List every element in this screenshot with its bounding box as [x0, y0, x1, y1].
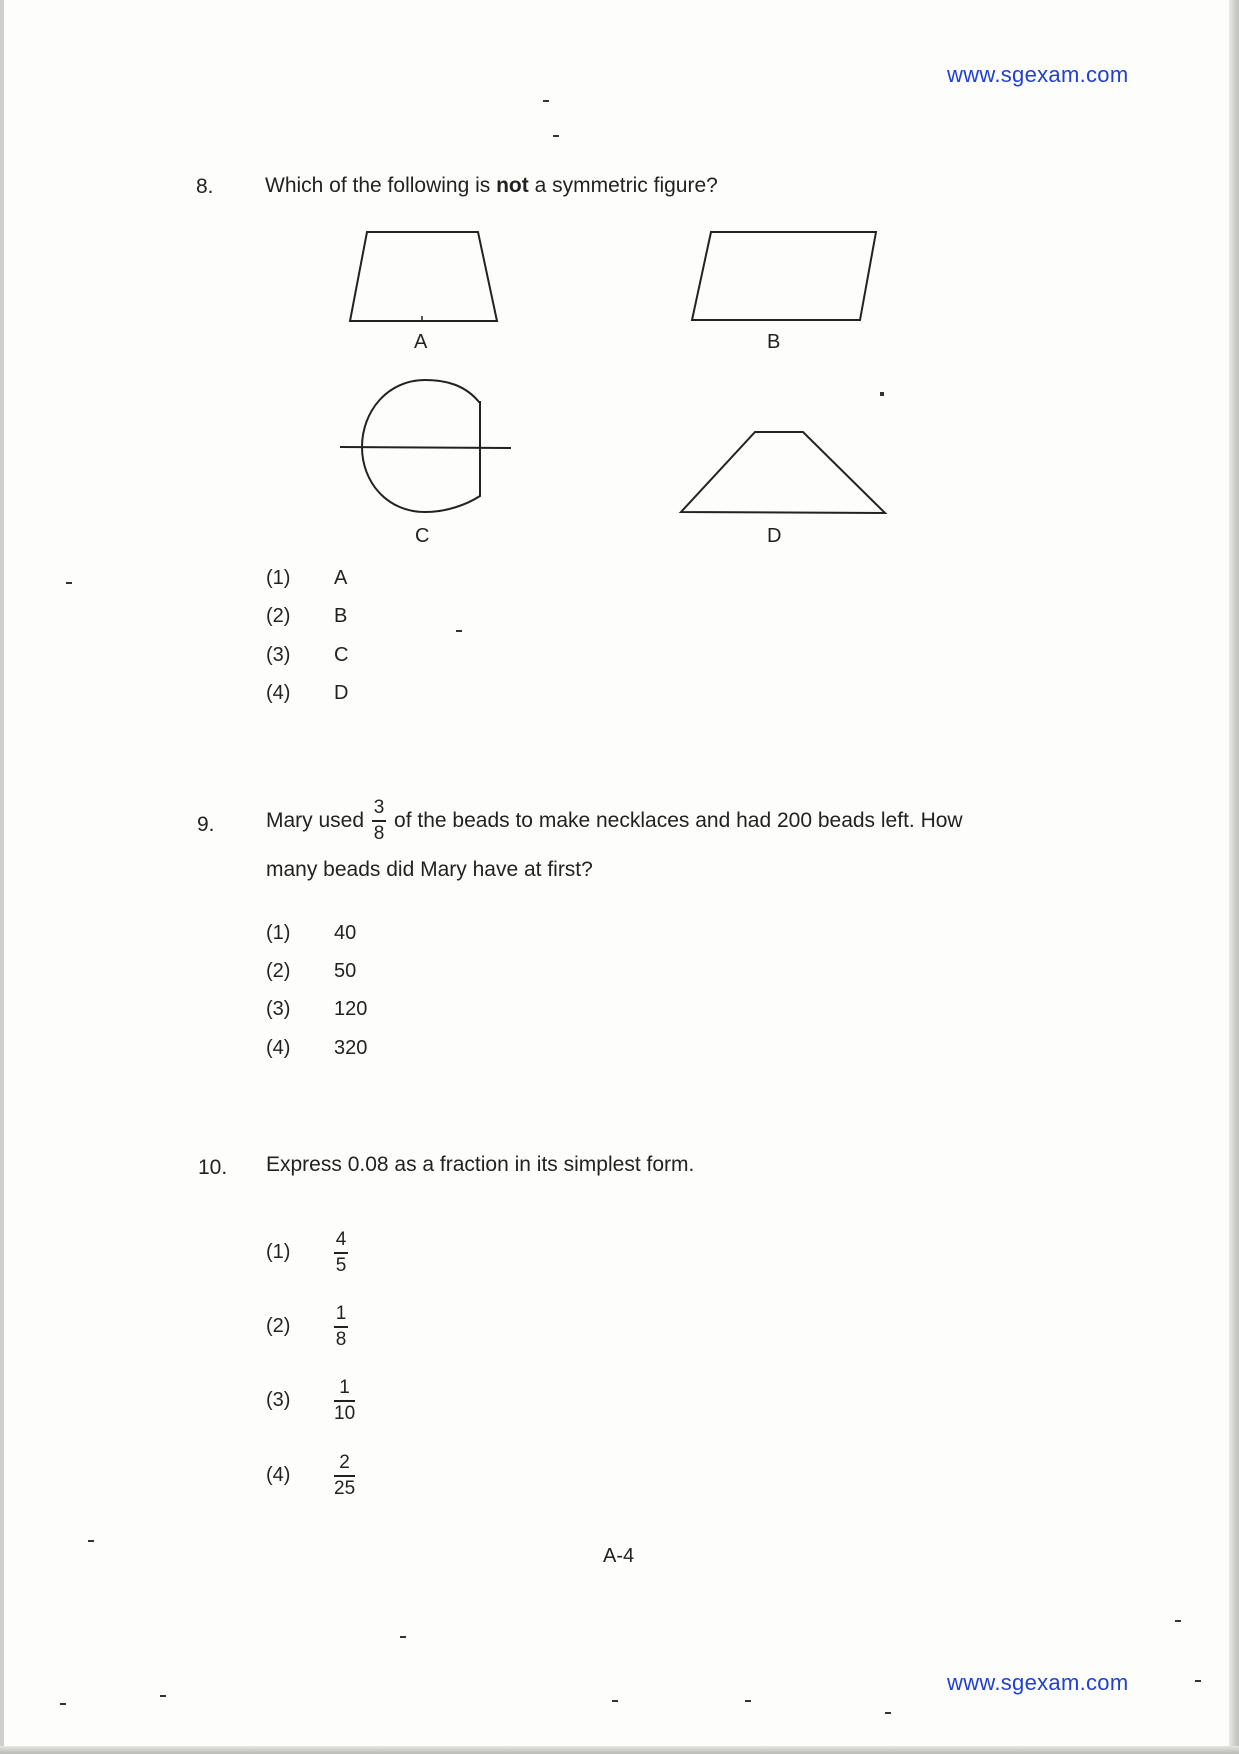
site-link-bottom[interactable]: www.sgexam.com — [947, 1670, 1129, 1695]
option-number: (2) — [266, 960, 291, 982]
q9-fraction — [372, 798, 386, 844]
page-number: A-4 — [603, 1545, 635, 1567]
option-value: B — [334, 605, 348, 627]
q9-fraction-denominator: 8 — [373, 822, 385, 844]
scan-speck — [400, 1636, 406, 1638]
option-number: (1) — [266, 1241, 291, 1264]
option-value: D — [334, 682, 349, 704]
figure-a-trapezium — [350, 232, 497, 321]
q9-option-1[interactable] — [266, 922, 356, 945]
fraction-denominator: 25 — [334, 1477, 356, 1499]
option-number: (2) — [266, 1315, 291, 1338]
scan-speck — [160, 1695, 166, 1697]
fraction-bar — [334, 1475, 355, 1477]
q8-option-1[interactable] — [266, 567, 347, 590]
option-number: (4) — [266, 1037, 291, 1059]
q9-text-line2: many beads did Mary have at first? — [266, 858, 593, 881]
q10-option-4[interactable] — [266, 1453, 355, 1499]
option-number: (4) — [266, 1464, 291, 1487]
fraction-bar — [334, 1400, 355, 1402]
q8-text-before: Which of the following is — [265, 174, 497, 197]
figure-label-b: B — [767, 331, 781, 353]
option-number: (1) — [266, 922, 291, 944]
scan-speck — [745, 1700, 751, 1702]
fraction-denominator: 5 — [335, 1254, 347, 1276]
q10-text: Express 0.08 as a fraction in its simplest form. — [266, 1153, 695, 1176]
q8-option-4[interactable] — [266, 682, 348, 705]
figure-c-cut-circle — [362, 380, 480, 512]
option-value: C — [334, 644, 349, 666]
scan-speck — [612, 1700, 618, 1702]
page-edge-bottom — [0, 1746, 1239, 1754]
option-value: 320 — [334, 1037, 368, 1059]
q9-fraction-numerator: 3 — [373, 797, 385, 818]
q9-number: 9. — [197, 813, 215, 836]
scan-speck — [1175, 1620, 1181, 1622]
q9-option-2[interactable] — [266, 960, 356, 983]
fraction-numerator: 2 — [339, 1452, 350, 1473]
option-number: (3) — [266, 998, 291, 1020]
q8-figures — [0, 0, 1239, 600]
figure-c-line — [340, 447, 511, 448]
fraction-numerator: 1 — [335, 1303, 347, 1324]
scan-speck — [553, 135, 559, 137]
q10-option-2[interactable] — [266, 1304, 348, 1350]
figure-label-c: C — [415, 525, 430, 547]
option-value: 120 — [334, 998, 368, 1020]
option-fraction — [334, 1453, 355, 1499]
site-link-top[interactable]: www.sgexam.com — [947, 62, 1129, 87]
q8-option-3[interactable] — [266, 644, 348, 667]
fraction-bar — [334, 1326, 348, 1328]
option-number: (3) — [266, 1389, 291, 1412]
q8-number: 8. — [196, 175, 214, 198]
q8-option-2[interactable] — [266, 605, 347, 628]
fraction-denominator: 8 — [335, 1328, 347, 1350]
q10-option-1[interactable] — [266, 1230, 348, 1276]
option-fraction — [334, 1378, 355, 1424]
scan-speck — [88, 1540, 94, 1542]
option-value: 50 — [334, 960, 357, 982]
q10-number: 10. — [198, 1156, 228, 1179]
figure-b-parallelogram — [692, 232, 876, 320]
q9-text-before: Mary used — [266, 808, 365, 832]
q9-text-after: of the beads to make necklaces and had 200 beads left. How — [394, 808, 963, 832]
scan-speck — [1195, 1680, 1201, 1682]
scan-speck — [66, 582, 72, 584]
option-value: A — [334, 567, 348, 589]
figure-d-trapezium — [681, 432, 885, 513]
figure-label-d: D — [767, 525, 782, 547]
option-number: (1) — [266, 567, 291, 589]
option-number: (4) — [266, 682, 291, 704]
scan-speck — [543, 100, 549, 102]
q10-option-3[interactable] — [266, 1378, 355, 1424]
option-number: (3) — [266, 644, 291, 666]
fraction-numerator: 4 — [335, 1229, 347, 1250]
fraction-numerator: 1 — [339, 1377, 350, 1398]
scan-speck — [456, 630, 462, 632]
option-value: 40 — [334, 922, 357, 944]
q9-option-4[interactable] — [266, 1037, 367, 1060]
option-number: (2) — [266, 605, 291, 627]
q8-text-after: a symmetric figure? — [528, 174, 718, 197]
option-fraction — [334, 1304, 348, 1350]
fraction-denominator: 10 — [334, 1402, 356, 1424]
option-fraction — [334, 1230, 348, 1276]
scan-speck — [880, 392, 884, 396]
q8-text-bold: not — [496, 174, 529, 197]
q9-option-3[interactable] — [266, 998, 367, 1021]
figure-label-a: A — [414, 331, 428, 353]
scan-speck — [885, 1712, 891, 1714]
fraction-bar — [334, 1252, 348, 1254]
scan-speck — [60, 1703, 66, 1705]
fraction-bar — [372, 820, 386, 822]
q9-text-line1 — [266, 798, 963, 844]
